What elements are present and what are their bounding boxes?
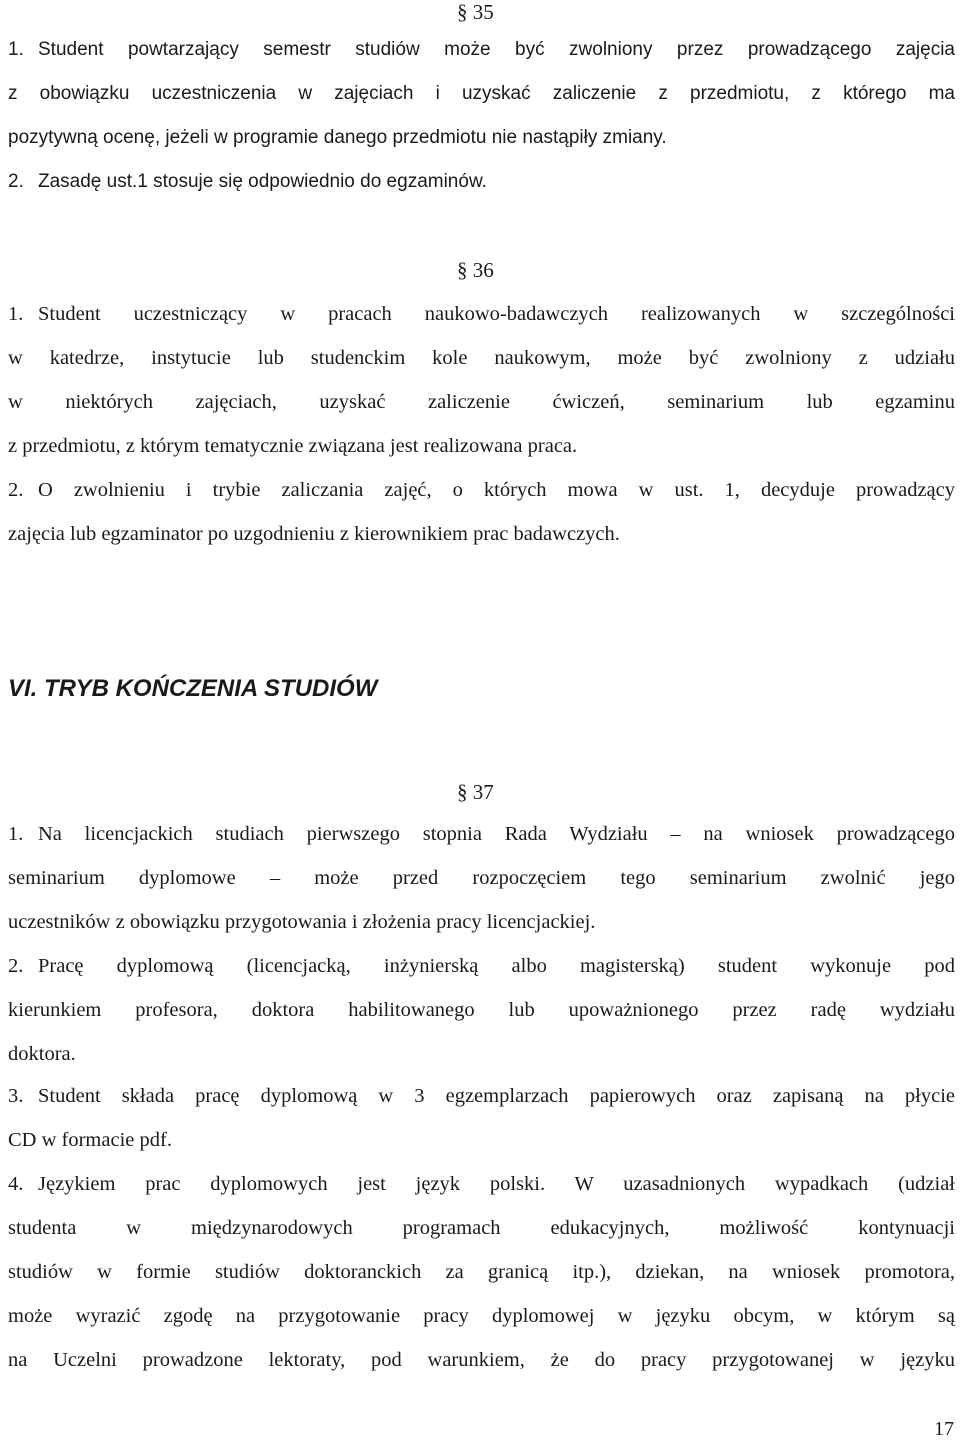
paragraph-35-2 [8, 160, 955, 204]
text-line: uczestników z obowiązku przygotowania i złożenia pracy licencjackiej. [8, 911, 596, 933]
text-line: 1. Student powtarzający semestr studiów może być zwolniony przez prowadzącego zajęcia [38, 28, 955, 72]
text-line: może wyrazić zgodę na przygotowanie pracy dyplomowej w języku obcym, w którym są [8, 1305, 955, 1327]
paragraph-number: 2. [8, 479, 24, 501]
text-line: 1. Student uczestniczący w pracach naukowo-badawczych realizowanych w szczególności [38, 292, 955, 336]
paragraph-number: 1. [8, 39, 24, 60]
paragraph-36-2 [8, 468, 955, 556]
paragraph-number: 2. [8, 171, 24, 192]
text-line: pozytywną ocenę, jeżeli w programie danego przedmiotu nie nastąpiły zmiany. [8, 127, 667, 148]
text-line: 4. Językiem prac dyplomowych jest język polski. W uzasadnionych wypadkach (udział [38, 1162, 955, 1206]
paragraph-37-2 [8, 944, 955, 1076]
paragraph-36-1 [8, 292, 955, 468]
section-mark-35: § 35 [457, 0, 494, 24]
text-line: w niektórych zajęciach, uzyskać zaliczenie ćwiczeń, seminarium lub egzaminu [8, 391, 955, 413]
text-line: 1. Na licencjackich studiach pierwszego stopnia Rada Wydziału – na wniosek prowadzącego [38, 812, 955, 856]
text-line: 2. Zasadę ust.1 stosuje się odpowiednio do egzaminów. [38, 160, 955, 204]
text-line: doktora. [8, 1043, 76, 1065]
paragraph-37-1 [8, 812, 955, 944]
paragraph-number: 1. [8, 823, 24, 845]
section-mark-36: § 36 [457, 258, 494, 282]
paragraph-number: 4. [8, 1173, 24, 1195]
text-line: 3. Student składa pracę dyplomową w 3 egzemplarzach papierowych oraz zapisaną na płycie [38, 1074, 955, 1118]
paragraph-number: 1. [8, 303, 24, 325]
text-line: studiów w formie studiów doktoranckich za granicą itp.), dziekan, na wniosek promotora, [8, 1261, 955, 1283]
paragraph-37-4 [8, 1162, 955, 1382]
text-line: CD w formacie pdf. [8, 1129, 172, 1151]
paragraph-number: 3. [8, 1085, 24, 1107]
chapter-title: VI. TRYB KOŃCZENIA STUDIÓW [8, 675, 378, 702]
paragraph-35-1 [8, 28, 955, 160]
text-line: 2. Pracę dyplomową (licencjacką, inżynierską albo magisterską) student wykonuje pod [38, 944, 955, 988]
text-line: 2. O zwolnieniu i trybie zaliczania zajęć, o których mowa w ust. 1, decyduje prowadzący [38, 468, 955, 512]
text-line: na Uczelni prowadzone lektoraty, pod warunkiem, że do pracy przygotowanej w języku [8, 1349, 955, 1371]
text-line: seminarium dyplomowe – może przed rozpoczęciem tego seminarium zwolnić jego [8, 867, 955, 889]
text-line: z obowiązku uczestniczenia w zajęciach i uzyskać zaliczenie z przedmiotu, z którego ma [8, 83, 955, 104]
text-line: studenta w międzynarodowych programach edukacyjnych, możliwość kontynuacji [8, 1217, 955, 1239]
paragraph-number: 2. [8, 955, 24, 977]
page-number: 17 [934, 1418, 954, 1440]
text-line: z przedmiotu, z którym tematycznie związana jest realizowana praca. [8, 435, 578, 457]
section-mark-37: § 37 [457, 780, 494, 804]
text-line: kierunkiem profesora, doktora habilitowanego lub upoważnionego przez radę wydziału [8, 999, 955, 1021]
paragraph-37-3 [8, 1074, 955, 1162]
text-line: w katedrze, instytucie lub studenckim kole naukowym, może być zwolniony z udziału [8, 347, 955, 369]
text-line: zajęcia lub egzaminator po uzgodnieniu z kierownikiem prac badawczych. [8, 523, 620, 545]
